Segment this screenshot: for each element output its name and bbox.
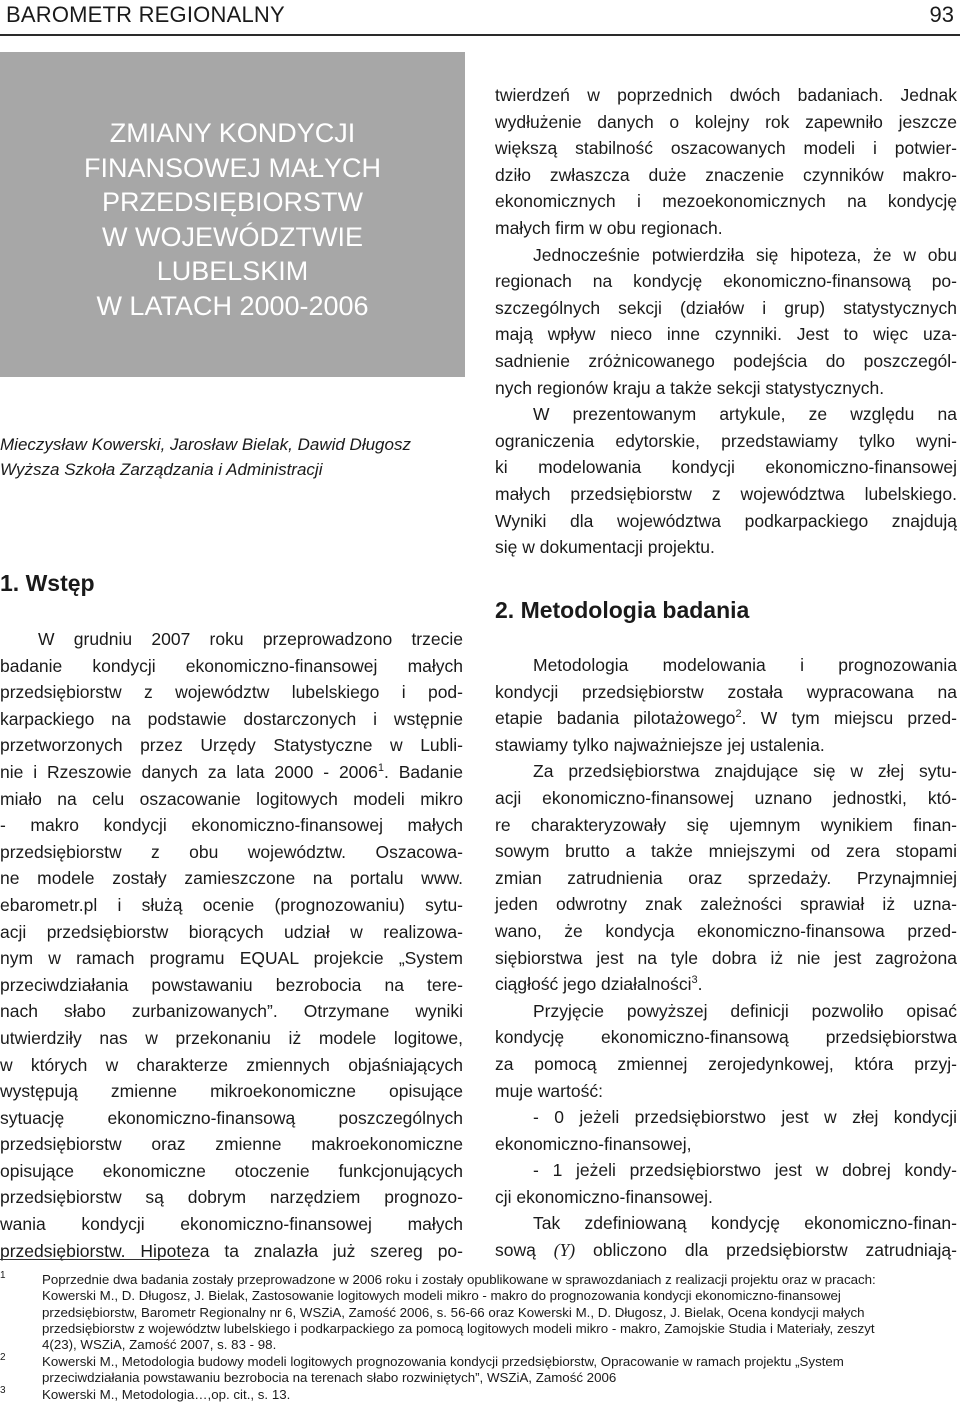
text-line: Tak zdefiniowaną kondycję ekonomiczno-finan- (533, 1213, 957, 1234)
text-fragment: . W tym miejscu przed- (741, 708, 957, 729)
text-line: dziło zwłaszcza duże znaczenie czynników makro- (495, 164, 957, 185)
text-line: re charakteryzowały się ujemnym wynikiem finan- (495, 814, 957, 835)
footnote-text (42, 1272, 960, 1353)
text-line: przedsiębiorstw oraz zmienne makroekonomiczne (0, 1134, 463, 1155)
footnote-line: przedsiębiorstw, Barometr Regionalny nr 6, WSZiA, Zamość 2006, s. 56-66 oraz Kowerski M., D. Długosz, J. Bielak, Ocena kondycji małych (42, 1304, 865, 1320)
text-line (495, 971, 957, 998)
section-heading-intro: 1. Wstęp (0, 570, 95, 596)
text-line: Za przedsiębiorstwa znajdujące się w złej sytu- (533, 761, 957, 782)
title-line: PRZEDSIĘBIORSTW (101, 187, 364, 217)
text-line: ne modele zostały zamieszczone na portalu www. (0, 868, 463, 889)
text-line: ekonomicznych i mezoekonomicznych na kondycję (495, 191, 957, 212)
text-line: kondycję ekonomiczno-finansową przedsiębiorstwa (495, 1027, 957, 1048)
text-line: ograniczenia edytorskie, przedstawiamy tylko wyni- (495, 430, 957, 451)
text-line: Wyniki dla województwa podkarpackiego znajdują (495, 510, 957, 531)
text-fragment: sową (495, 1240, 554, 1261)
footnote-number: 2 (0, 1352, 6, 1363)
definition-line: - 0 jeżeli przedsiębiorstwo jest w złej kondycji (533, 1107, 957, 1128)
definition-line: - 1 jeżeli przedsiębiorstwo jest w dobrej kondy- (533, 1160, 957, 1181)
text-line: miało na celu oszacowanie logitowych modeli mikro (0, 788, 463, 809)
text-line: za pomocą zmiennej zerojedynkowej, która przyj- (495, 1053, 957, 1074)
text-line: przedsiębiorstw są dobrym narzędziem prognozo- (0, 1187, 463, 1208)
text-line: zmian zatrudnienia oraz sprzedaży. Przynajmniej (495, 867, 957, 888)
affiliation: Wyższa Szkoła Zarządzania i Administracji (0, 460, 323, 479)
intro-paragraph (0, 626, 463, 1264)
methodology-body (495, 652, 957, 1264)
footnote-number: 1 (0, 1270, 6, 1281)
text-line: mają wpływ nieco inne czynniki. Jest to więc uza- (495, 324, 957, 345)
page-number: 93 (929, 2, 954, 27)
text-line: sytuację ekonomiczno-finansową poszczególnych (0, 1107, 463, 1128)
title-line: ZMIANY KONDYCJI (109, 118, 356, 148)
text-line: ki modelowania kondycji ekonomiczno-finansowej (495, 457, 957, 478)
text-line: W grudniu 2007 roku przeprowadzono trzecie (38, 629, 463, 649)
footnote-ref-3: 3 (691, 974, 698, 987)
text-fragment: nie i Rzeszowie danych za lata 2000 - 2006 (0, 761, 378, 782)
title-box (0, 52, 465, 377)
text-line: przedsiębiorstw. Hipoteza ta znalazła już szereg po- (0, 1240, 463, 1261)
text-fragment: ciągłość jego działalności (495, 974, 692, 995)
text-line: opisujące ekonomiczne otoczenie funkcjonujących (0, 1160, 463, 1181)
footnote-line: Poprzednie dwa badania zostały przeprowadzone w 2006 roku i zostały opublikowane w sprawozdaniach z realizacji projektu oraz w pracach: (42, 1272, 876, 1287)
text-fragment: etapie badania pilotażowego (495, 708, 736, 729)
text-fragment: . (697, 974, 703, 995)
footnote-text (42, 1387, 960, 1403)
text-line: nach słabo zurbanizowanych”. Otrzymane wyniki (0, 1001, 463, 1022)
footnote-separator (0, 1259, 190, 1260)
text-line: siębiorstwa jest na tyle dobra iż nie jest zagrożona (495, 947, 957, 968)
text-line: małych firm w obu regionach. (495, 217, 723, 238)
text-line: sadnienie zróżnicowanego podejścia do poszczegól- (495, 350, 957, 371)
text-line: szczególnych sekcji (działów i grup) statystycznych (495, 297, 957, 318)
text-line: w których w charakterze zmiennych objaśniających (0, 1054, 463, 1075)
text-line: wania kondycji ekonomiczno-finansowej małych (0, 1214, 463, 1235)
article-title (0, 116, 465, 323)
footnote-line: Kowerski M., Metodologia…,op. cit., s. 13. (42, 1387, 291, 1402)
definition-line: ekonomiczno-finansowej, (495, 1133, 692, 1154)
footnote-ref-2: 2 (735, 708, 742, 721)
footnote-line: przeciwdziałania powstawaniu bezrobocia na terenach słabo rozwiniętych”, WSZiA, Zamość 2006 (42, 1370, 617, 1386)
text-line: stawiamy tylko najważniejsze jej ustalenia. (495, 734, 825, 755)
author-block (0, 432, 411, 482)
text-line: utwierdziły nas w przekonaniu iż modele logitowe, (0, 1027, 463, 1048)
text-line (0, 759, 463, 786)
text-line: twierdzeń w poprzednich dwóch badaniach. Jednak (495, 85, 957, 105)
text-fragment: obliczono dla przedsiębiorstw zatrudniają- (575, 1240, 957, 1261)
text-fragment: . Badanie (384, 761, 463, 782)
text-line: jeden odwrotny znak zależności sprawiał iż uzna- (495, 894, 957, 915)
footnote-line: przedsiębiorstw z województw lubelskiego i podkarpackiego za pomocą logitowych modeli mikro - makro, Zamojskie Studia i Materiały, zeszyt (42, 1320, 875, 1336)
text-line: przeciwdziałania powstawaniu bezrobocia na tere- (0, 974, 463, 995)
text-line: W prezentowanym artykule, ze względu na (533, 404, 957, 425)
text-line: - makro kondycji ekonomiczno-finansowej małych (0, 815, 463, 836)
text-line: badanie kondycji ekonomiczno-finansowej małych (0, 655, 463, 676)
journal-name: BAROMETR REGIONALNY (6, 2, 285, 27)
variable-symbol: (Y) (553, 1240, 576, 1261)
footnote-number: 3 (0, 1385, 6, 1396)
text-line: przedsiębiorstw z obu województw. Oszacowa- (0, 841, 463, 862)
text-line: Jednocześnie potwierdziła się hipoteza, że w obu (533, 244, 957, 265)
authors: Mieczysław Kowerski, Jarosław Bielak, Dawid Długosz (0, 435, 411, 454)
text-line: ebarometr.pl i służą ocenie (prognozowaniu) sytu- (0, 894, 463, 915)
footnote-text (42, 1354, 960, 1387)
title-line: FINANSOWEJ MAŁYCH (83, 152, 382, 183)
running-header (0, 0, 960, 36)
text-line: Metodologia modelowania i prognozowania (533, 655, 957, 675)
text-line: występują zmienne mikroekonomiczne opisujące (0, 1081, 463, 1102)
title-line: W LATACH 2000-2006 (96, 290, 369, 321)
text-line: acji ekonomiczno-finansowej uznano jednostki, któ- (495, 787, 957, 808)
definition-line: cji ekonomiczno-finansowej. (495, 1186, 713, 1207)
text-line: przetworzonych przez Urzędy Statystyczne w Lubli- (0, 735, 463, 756)
text-line: się w dokumentacji projektu. (495, 537, 715, 558)
footnote-ref-1: 1 (377, 761, 384, 774)
footnote-line: Kowerski M., Metodologia budowy modeli logitowych prognozowania kondycji przedsiębiorstw, Opracowanie w ramach projektu „System (42, 1354, 844, 1369)
footnote-line: 4(23), WSZiA, Zamość 2007, s. 83 - 98. (42, 1337, 277, 1353)
footnote-line: Kowerski M., D. Długosz, J. Bielak, Zastosowanie logitowych modeli mikro - makro do prognozowania kondycji ekonomiczno-finansowej (42, 1288, 841, 1304)
title-line: LUBELSKIM (156, 256, 309, 286)
title-line: W WOJEWÓDZTWIE (102, 221, 363, 252)
intro-continuation (495, 82, 957, 561)
text-line: nym w ramach programu EQUAL projekcie „System (0, 948, 463, 969)
text-line: muje wartość: (495, 1080, 603, 1101)
text-line: regionach na kondycję ekonomiczno-finansową po- (495, 271, 957, 292)
text-line (495, 1237, 957, 1264)
text-line: Przyjęcie powyższej definicji pozwoliło opisać (533, 1000, 957, 1021)
text-line (495, 705, 957, 732)
text-line: sowym brutto a także mniejszymi od zera stopami (495, 841, 957, 862)
text-line: karpackiego na podstawie dostarczonych i wstępnie (0, 708, 463, 729)
text-line: nych regionów kraju a także sekcji statystycznych. (495, 377, 885, 398)
text-line: wano, że kondycja ekonomiczno-finansowa przed- (495, 920, 957, 941)
text-line: acji przedsiębiorstw biorących udział w realizowa- (0, 921, 463, 942)
text-line: kondycji przedsiębiorstw została wypracowana na (495, 681, 957, 702)
text-line: małych przedsiębiorstw z województwa lubelskiego. (495, 483, 957, 504)
text-line: wydłużenie danych o kolejny rok zapewniło jeszcze (495, 111, 957, 132)
text-line: większą stabilność oszacowanych modeli i potwier- (495, 138, 957, 159)
section-heading-methodology: 2. Metodologia badania (495, 597, 750, 623)
text-line: przedsiębiorstw z województw lubelskiego i pod- (0, 682, 463, 703)
